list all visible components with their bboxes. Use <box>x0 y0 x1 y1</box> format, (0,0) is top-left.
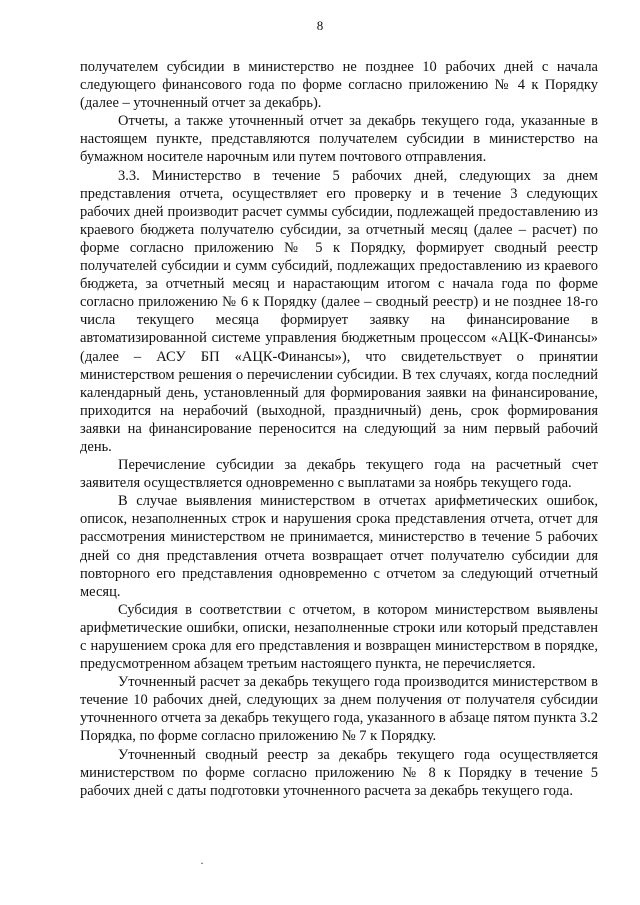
bottom-mark: · <box>200 856 204 870</box>
page-number: 8 <box>316 18 324 33</box>
paragraph-december-transfer: Перечисление субсидии за декабрь текущего года на расчетный счет заявителя осуществляется одновременно с выплатами за ноябрь текущего года. <box>80 457 598 492</box>
paragraph-continuation: получателем субсидии в министерство не позднее 10 рабочих дней с начала следующего финансового года по форме согласно приложению № 4 к Порядку (далее – уточненный отчет за декабрь). <box>80 59 598 112</box>
paragraph-refined-calculation: Уточненный расчет за декабрь текущего года производится министерством в течение 10 рабочих дней, следующих за днем получения от получателя субсидии уточненного отчета за декабрь текущего года, указанного в абзаце пятом пункта 3.2 Порядка, по форме согласно приложению № 7 к Порядку. <box>80 674 598 745</box>
paragraph-reports-delivery: Отчеты, а также уточненный отчет за декабрь текущего года, указанные в настоящем пункте, представляются получателем субсидии в министерство на бумажном носителе нарочным или путем почтового отправления. <box>80 113 598 166</box>
paragraph-section-3-3: 3.3. Министерство в течение 5 рабочих дней, следующих за днем представления отчета, осуществляет его проверку и в течение 3 следующих рабочих дней производит расчет суммы субсидии, подлежащей предоставлению из краевого бюджета получателю субсидии, за отчетный месяц (далее – расчет) по форме согласно приложению № 5 к Порядку, формирует сводный реестр получателей субсидии и сумм субсидий, подлежащих предоставлению из краевого бюджета, за отчетный месяц и нарастающим итогом с начала года по форме согласно приложению № 6 к Порядку (далее – сводный реестр) и не позднее 18-го числа текущего месяца формирует заявку на финансирование в автоматизированной системе управления бюджетным процессом «АЦК-Финансы» (далее – АСУ БП «АЦК-Финансы»), что свидетельствует о принятии министерством решения о перечислении субсидии. В тех случаях, когда последний календарный день, установленный для формирования заявки на финансирование, приходится на нерабочий (выходной, праздничный) день, срок формирования заявки на финансирование переносится на следующий за ним первый рабочий день. <box>80 167 598 455</box>
paragraph-subsidy-not-transferred: Субсидия в соответствии с отчетом, в котором министерством выявлены арифметические ошибки, описки, незаполненные строки или который представлен с нарушением срока для его представления и возвращен министерством в порядке, предусмотренном абзацем третьим настоящего пункта, не перечисляется. <box>80 601 598 673</box>
paragraph-refined-registry: Уточненный сводный реестр за декабрь текущего года осуществляется министерством по форме согласно приложению № 8 к Порядку в течение 5 рабочих дней с даты подготовки уточненного расчета за декабрь текущего года. <box>80 746 598 799</box>
paragraph-errors-return: В случае выявления министерством в отчетах арифметических ошибок, описок, незаполненных строк и нарушения срока представления отчета, отчет для рассмотрения министерством не принимается, министерство в течение 5 рабочих дней со дня представления отчета возвращает отчет получателю субсидии для повторного его представления одновременно с отчетом за следующий отчетный месяц. <box>80 493 598 600</box>
document-body <box>80 58 598 800</box>
